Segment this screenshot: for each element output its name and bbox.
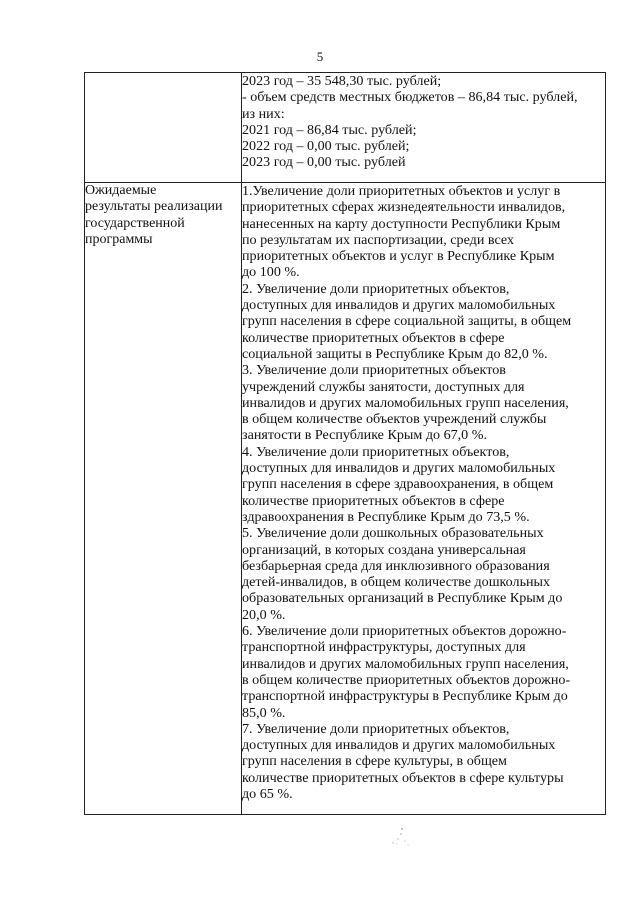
text-line: программы bbox=[85, 231, 153, 247]
text-line: детей-инвалидов, в общем количестве дошкольных bbox=[242, 574, 551, 591]
text-line: приоритетных объектов и услуг в Республике Крым bbox=[242, 248, 555, 265]
text-line: 85,0 %. bbox=[242, 704, 286, 721]
text-line: 2. Увеличение доли приоритетных объектов, bbox=[242, 280, 510, 297]
text-line: доступных для инвалидов и других маломобильных bbox=[242, 460, 556, 477]
text-line: организаций, в которых создана универсальная bbox=[242, 541, 526, 558]
table-row-funding bbox=[85, 73, 606, 183]
text-line: в общем количестве приоритетных объектов дорожно- bbox=[242, 671, 571, 688]
text-line: инвалидов и других маломобильных групп населения, bbox=[242, 394, 569, 411]
row-content-cell bbox=[242, 183, 606, 815]
text-line: Ожидаемые bbox=[85, 183, 157, 198]
text-line: учреждений службы занятости, доступных для bbox=[242, 378, 525, 395]
text-line: в общем количестве объектов учреждений службы bbox=[242, 411, 547, 428]
text-line: количестве приоритетных объектов в сфере bbox=[242, 492, 505, 509]
text-line: - объем средств местных бюджетов – 86,84 тыс. рублей, bbox=[242, 89, 578, 106]
text-line: 6. Увеличение доли приоритетных объектов дорожно- bbox=[242, 623, 567, 640]
text-line: безбарьерная среда для инклюзивного образования bbox=[242, 557, 550, 574]
text-line: 20,0 %. bbox=[242, 606, 286, 623]
text-line: транспортной инфраструктуры, доступных для bbox=[242, 639, 526, 656]
text-line: приоритетных сферах жизнедеятельности инвалидов, bbox=[242, 199, 566, 216]
table-row-expected-results bbox=[85, 183, 606, 815]
text-line: доступных для инвалидов и других маломобильных bbox=[242, 737, 556, 754]
text-line: 5. Увеличение доли дошкольных образовательных bbox=[242, 525, 544, 542]
row-label-cell bbox=[85, 183, 242, 815]
text-line: доступных для инвалидов и других маломобильных bbox=[242, 297, 556, 314]
text-line: по результатам их паспортизации, среди всех bbox=[242, 231, 514, 248]
text-line: здравоохранения в Республике Крым до 73,5 %. bbox=[242, 508, 530, 525]
text-line: государственной bbox=[85, 215, 185, 231]
text-line: образовательных организаций в Республике Крым до bbox=[242, 590, 563, 607]
text-line: групп населения в сфере социальной защиты, в общем bbox=[242, 313, 572, 330]
text-line: 2022 год – 0,00 тыс. рублей; bbox=[242, 138, 410, 155]
text-line: количестве приоритетных объектов в сфере bbox=[242, 329, 505, 346]
page-number: 5 bbox=[316, 49, 324, 64]
text-line: количестве приоритетных объектов в сфере культуры bbox=[242, 769, 564, 786]
text-line: нанесенных на карту доступности Республики Крым bbox=[242, 215, 561, 232]
text-line: 1.Увеличение доли приоритетных объектов и услуг в bbox=[242, 183, 561, 199]
scan-artifact-mark bbox=[385, 826, 415, 848]
text-line: 7. Увеличение доли приоритетных объектов, bbox=[242, 720, 510, 737]
row-content-cell bbox=[242, 73, 606, 183]
text-line: до 65 %. bbox=[242, 785, 293, 802]
text-line: 4. Увеличение доли приоритетных объектов, bbox=[242, 443, 510, 460]
text-line: результаты реализации bbox=[85, 199, 223, 215]
text-line: социальной защиты в Республике Крым до 82,0 %. bbox=[242, 345, 548, 362]
text-line: из них: bbox=[242, 105, 285, 122]
text-line: 2023 год – 35 548,30 тыс. рублей; bbox=[242, 73, 442, 89]
text-line: групп населения в сфере культуры, в общем bbox=[242, 753, 507, 770]
text-line: 3. Увеличение доли приоритетных объектов bbox=[242, 362, 506, 379]
text-line: 2021 год – 86,84 тыс. рублей; bbox=[242, 121, 417, 138]
text-line: до 100 %. bbox=[242, 264, 300, 281]
row-label-cell bbox=[85, 73, 242, 183]
text-line: 2023 год – 0,00 тыс. рублей bbox=[242, 154, 406, 171]
text-line: инвалидов и других маломобильных групп населения, bbox=[242, 655, 569, 672]
text-line: групп населения в сфере здравоохранения, в общем bbox=[242, 476, 554, 493]
text-line: транспортной инфраструктуры в Республике Крым до bbox=[242, 688, 568, 705]
text-line: занятости в Республике Крым до 67,0 %. bbox=[242, 427, 488, 444]
program-passport-table bbox=[84, 72, 606, 815]
